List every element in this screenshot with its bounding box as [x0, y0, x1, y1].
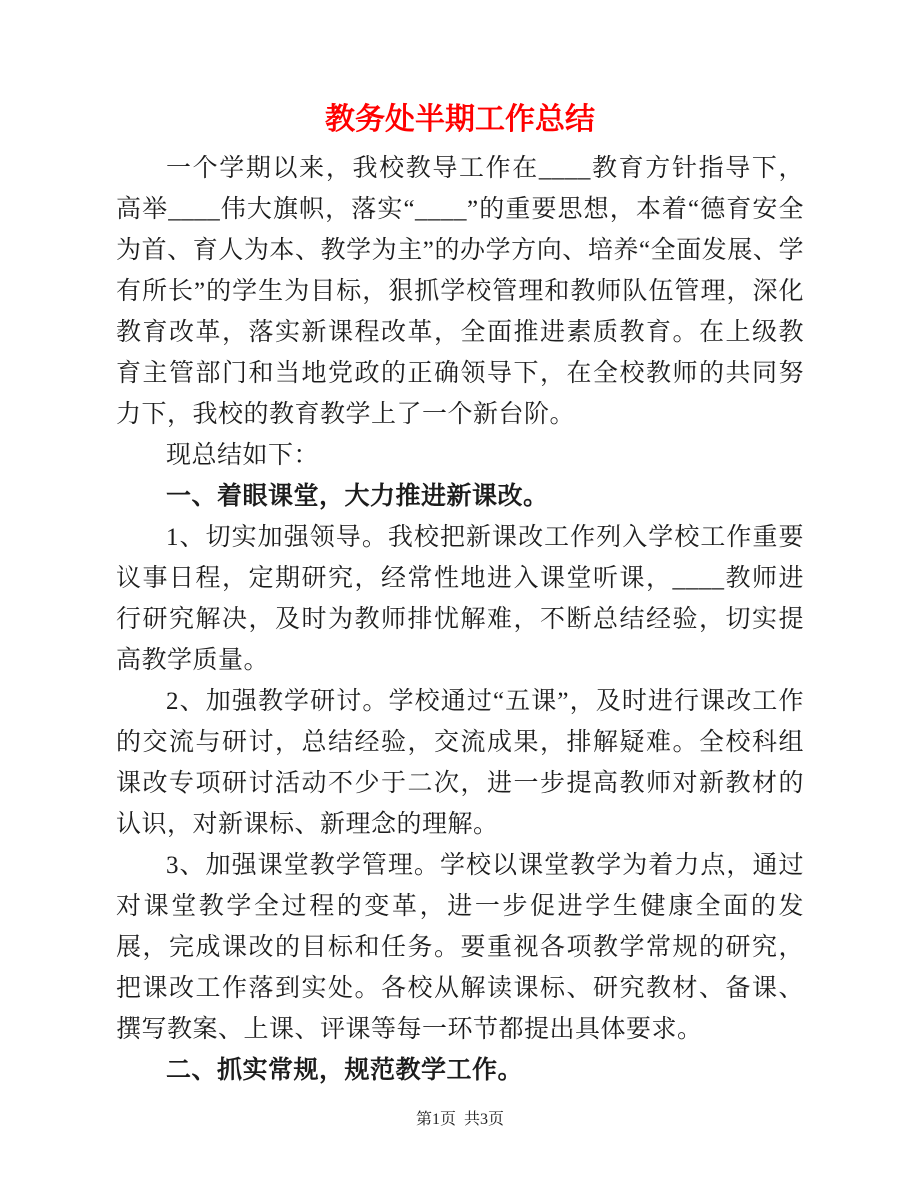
total-pages: 共3页 — [464, 1111, 505, 1128]
page-footer — [0, 1106, 920, 1129]
paragraph: 2、加强教学研讨。学校通过“五课”，及时进行课改工作的交流与研讨，总结经验，交流成果，排解疑难。全校科组课改专项研讨活动不少于二次，进一步提高教师对新教材的认识，对新课标、新理念的理解。 — [116, 688, 804, 838]
paragraph: 一个学期以来，我校教导工作在____教育方针指导下，高举____伟大旗帜，落实“____”的重要思想，本着“德育安全为首、育人为本、教学为主”的办学方向、培养“全面发展、学有所长”的学生为目标，狠抓学校管理和教师队伍管理，深化教育改革，落实新课程改革，全面推进素质教育。在上级教育主管部门和当地党政的正确领导下，在全校教师的共同努力下，我校的教育教学上了一个新台阶。 — [116, 155, 804, 428]
document-body — [116, 148, 804, 1091]
page-number: 第1页 — [415, 1111, 456, 1128]
document-title: 教务处半期工作总结 — [325, 103, 595, 136]
paragraph: 3、加强课堂教学管理。学校以课堂教学为着力点，通过对课堂教学全过程的变革，进一步促进学生健康全面的发展，完成课改的目标和任务。要重视各项教学常规的研究，把课改工作落到实处。各校从解读课标、研究教材、备课、撰写教案、上课、评课等每一环节都提出具体要求。 — [116, 852, 804, 1043]
paragraph: 1、切实加强领导。我校把新课改工作列入学校工作重要议事日程，定期研究，经常性地进入课堂听课，____教师进行研究解决，及时为教师排忧解难，不断总结经验，切实提高教学质量。 — [116, 524, 804, 674]
section-heading: 二、抓实常规，规范教学工作。 — [166, 1056, 524, 1084]
section-heading: 一、着眼课堂，大力推进新课改。 — [166, 482, 549, 510]
paragraph: 现总结如下： — [166, 442, 320, 469]
